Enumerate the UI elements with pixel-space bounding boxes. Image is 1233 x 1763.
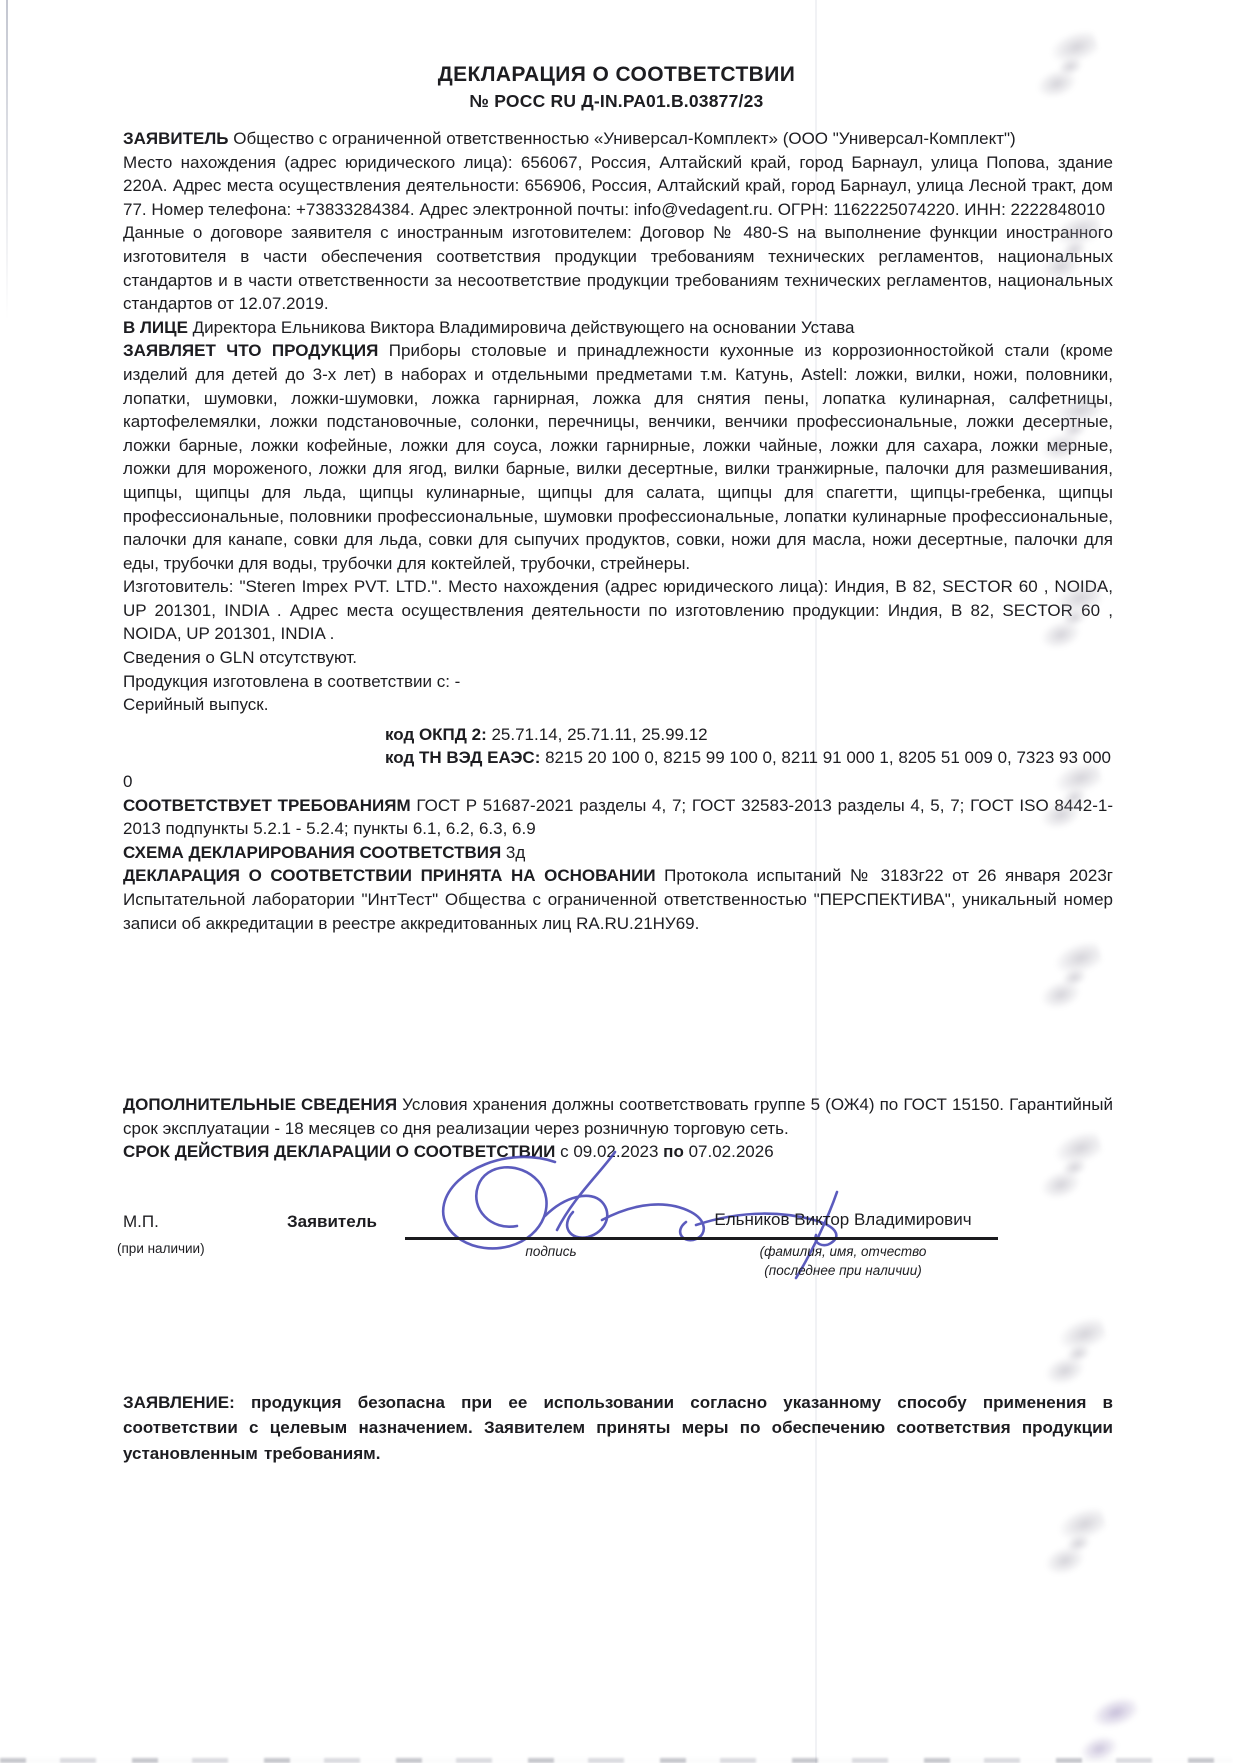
serial-text: Серийный выпуск. [123, 695, 269, 715]
applicant-label: ЗАЯВИТЕЛЬ [123, 129, 229, 148]
codes-block [123, 723, 1113, 794]
additional-label: ДОПОЛНИТЕЛЬНЫЕ СВЕДЕНИЯ [123, 1095, 398, 1114]
name-line [688, 1237, 998, 1240]
paragraph-applicant [123, 127, 1113, 151]
document-body [123, 127, 1113, 935]
signature-line [405, 1237, 697, 1240]
address-text: Место нахождения (адрес юридического лица): 656067, Россия, Алтайский край, город Барнаул, улица Попова, здание 220А. Адрес места осуществления деятельности: 656906, Россия, Алтайский край, город Барнаул, улица Лесной тракт, дом 77. Номер телефона: +73833284384. Адрес электронной почты: info@vedagent.ru. ОГРН: 1162225074220. ИНН: 2222848010 [123, 152, 1113, 219]
scan-edge-line [6, 0, 8, 320]
complies-label: СООТВЕТСТВУЕТ ТРЕБОВАНИЯМ [123, 795, 411, 815]
paragraph-in-person [123, 316, 1113, 340]
document-title: ДЕКЛАРАЦИЯ О СООТВЕТСТВИИ [437, 63, 796, 86]
stamp-note: (при наличии) [117, 1241, 205, 1256]
paragraph-complies [123, 794, 1113, 841]
basis-label: ДЕКЛАРАЦИЯ О СООТВЕТСТВИИ ПРИНЯТА НА ОСНОВАНИИ [123, 866, 656, 886]
declares-label: ЗАЯВЛЯЕТ ЧТО ПРОДУКЦИЯ [123, 341, 379, 361]
signatory-name: Ельников Виктор Владимирович [714, 1210, 972, 1229]
paragraph-manufacturer [123, 575, 1113, 646]
validity-from-prefix: с [560, 1142, 569, 1162]
validity-to-prefix: по [663, 1142, 684, 1162]
contract-text: Данные о договоре заявителя с иностранным изготовителем: Договор № 480-S на выполнение функции иностранного изготовителя в части обеспечения соответствия продукции требованиям технических регламентов, национальных стандартов и в части ответственности за несоответствие продукции требованиям технических регламентов, национальных стандартов от 12.07.2019. [123, 223, 1113, 314]
scan-smudge-artifact [1031, 1503, 1122, 1594]
in-person-text: Директора Ельникова Виктора Владимировича действующего на основании Устава [192, 317, 855, 337]
okpd-code-line [123, 723, 1113, 747]
applicant-text: Общество с ограниченной ответственностью «Универсал-Комплект» (ООО "Универсал-Комплект") [233, 129, 1016, 148]
additional-text: Условия хранения должны соответствовать группе 5 (ОЖ4) по ГОСТ 15150. Гарантийный срок эксплуатации - 18 месяцев со дня реализации через розничную торговую сеть. [123, 1095, 1113, 1138]
okpd-label: код ОКПД 2: [385, 724, 487, 744]
paragraph-address [123, 151, 1113, 222]
document-number: № РОСС RU Д-IN.РА01.В.03877/23 [469, 91, 764, 111]
tnved-code-line [123, 746, 1113, 793]
in-person-label: В ЛИЦЕ [123, 317, 188, 337]
paragraph-basis [123, 864, 1113, 935]
name-caption-line2: (последнее при наличии) [764, 1263, 922, 1278]
scan-bottom-edge [0, 1758, 1233, 1763]
validity-label: СРОК ДЕЙСТВИЯ ДЕКЛАРАЦИИ О СООТВЕТСТВИИ [123, 1142, 556, 1162]
complies-text: ГОСТ Р 51687-2021 разделы 4, 7; ГОСТ 32583-2013 разделы 4, 5, 7; ГОСТ ISO 8442-1-2013 подпункты 5.2.1 - 5.2.4; пункты 6.1, 6.2, 6.3, 6.9 [123, 795, 1114, 839]
scheme-label: СХЕМА ДЕКЛАРИРОВАНИЯ СООТВЕТСТВИЯ [123, 842, 502, 862]
tnved-value: 8215 20 100 0, 8215 99 100 0, 8211 91 000 1, 8205 51 009 0, 7323 93 000 0 [123, 748, 1112, 792]
name-caption-line1: (фамилия, имя, отчество [759, 1244, 927, 1259]
signature-caption: подпись [525, 1244, 577, 1259]
paragraph-scheme [123, 841, 1113, 865]
statement-label: ЗАЯВЛЕНИЕ: [123, 1393, 235, 1412]
statement-text: продукция безопасна при ее использовании согласно указанному способу применения в соответствии с целевым назначением. Заявителем приняты меры по обеспечению соответствия продукции установленным требованиям. [123, 1393, 1113, 1463]
paragraph-gln [123, 646, 1113, 670]
made-in-accordance-text: Продукция изготовлена в соответствии с: - [123, 671, 461, 691]
paragraph-additional [123, 1093, 1113, 1140]
scan-smudge-artifact [1027, 937, 1118, 1028]
paragraph-declares-products [123, 339, 1113, 575]
paragraph-made-in-accordance [123, 670, 1113, 694]
gln-text: Сведения о GLN отсутствуют. [123, 648, 357, 668]
scheme-text: 3д [505, 842, 526, 862]
manufacturer-text: Изготовитель: "Steren Impex PVT. LTD.". Место нахождения (адрес юридического лица): Индия, B 82, SECTOR 60 , NOIDA, UP 201301, INDIA . Адрес места осуществления деятельности по изготовлению продукции: Индия, B 82, SECTOR 60 , NOIDA, UP 201301, INDIA . [123, 577, 1113, 644]
paragraph-contract [123, 221, 1113, 315]
validity-date-to: 07.02.2026 [688, 1142, 774, 1162]
scan-smudge-artifact [1063, 1689, 1154, 1763]
statement-paragraph [123, 1390, 1113, 1466]
okpd-value: 25.71.14, 25.71.11, 25.99.12 [491, 724, 708, 744]
stamp-placeholder-label: М.П. [123, 1212, 159, 1231]
validity-date-from: 09.02.2023 [573, 1142, 659, 1162]
paragraph-serial [123, 693, 1113, 717]
declares-text: Приборы столовые и принадлежности кухонные из коррозионностойкой стали (кроме изделий для детей до 3-х лет) в наборах и отдельными предметами т.м. Катунь, Astell: ложки, вилки, ножи, половники, лопатки, шумовки, ложки-шумовки, ложка гарнирная, ложка для снятия пены, лопатка кулинарная, салфетницы, картофелемялки, ложки подстановочные, солонки, перечницы, венчики, венчики профессиональные, ложки десертные, ложки барные, ложки кофейные, ложки для соуса, ложки гарнирные, ложки чайные, ложки для сахара, ложки мерные, ложки для мороженого, ложки для ягод, вилки барные, вилки десертные, вилки транжирные, палочки для размешивания, щипцы, щипцы для льда, щипцы кулинарные, щипцы для салата, щипцы для спагетти, щипцы-гребенка, щипцы профессиональные, половники профессиональные, шумовки профессиональные, лопатки кулинарные профессиональные, палочки для канапе, совки для льда, совки для сыпучих продуктов, совки, ножи для масла, ножи десертные, палочки для еды, трубочки для воды, трубочки для коктейлей, трубочки, стрейнеры. [123, 341, 1113, 573]
basis-text: Протокола испытаний № 3183г22 от 26 января 2023г Испытательной лаборатории "ИнтТест" Общества с ограниченной ответственностью "ПЕРСПЕКТИВА", уникальный номер записи об аккредитации в реестре аккредитованных лиц RA.RU.21НУ69. [123, 866, 1113, 933]
applicant-role-label: Заявитель [287, 1212, 377, 1231]
tnved-label: код ТН ВЭД ЕАЭС: [385, 748, 541, 768]
